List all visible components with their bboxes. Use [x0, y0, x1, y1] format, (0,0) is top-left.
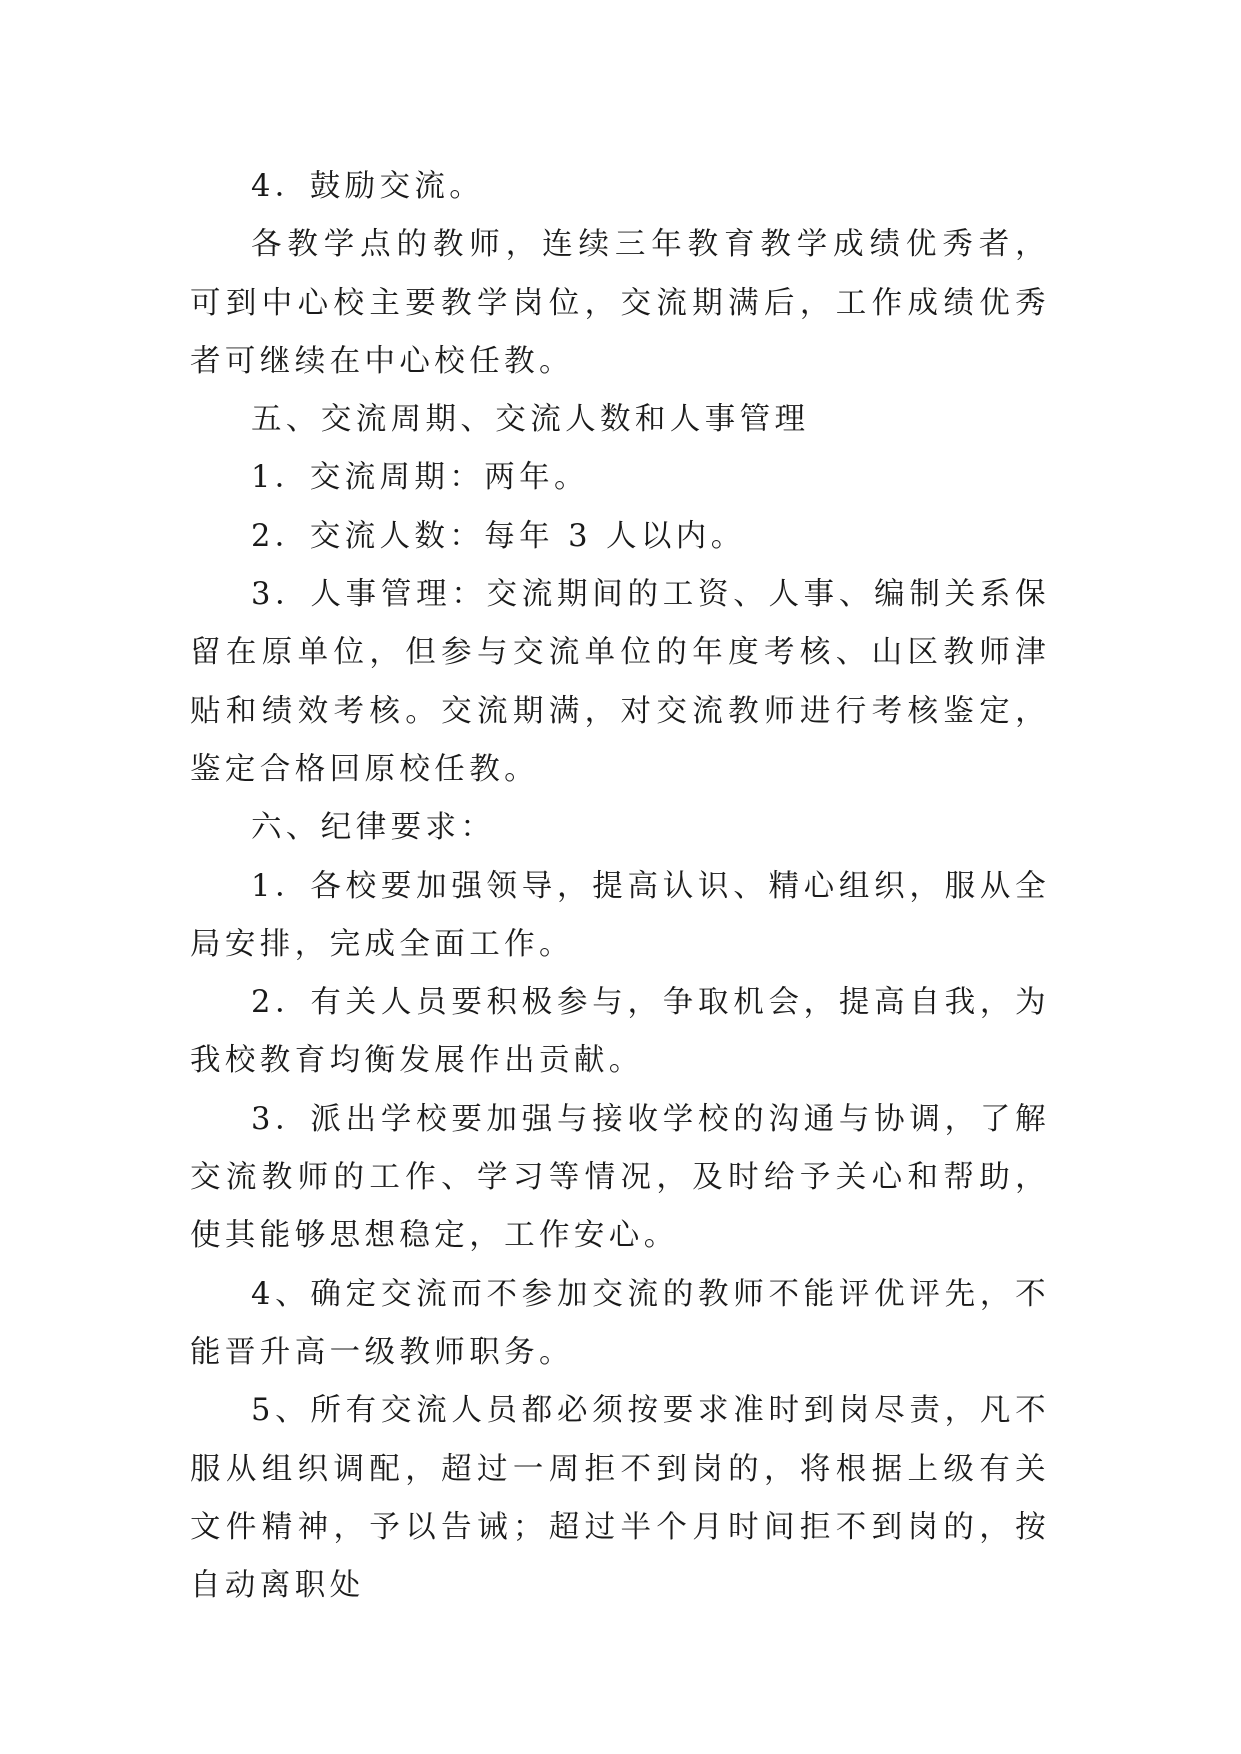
paragraph-exchange-cycle: 1．交流周期：两年。 — [251, 460, 589, 496]
paragraph-exchange-count: 2．交流人数：每年 3 人以内。 — [251, 518, 746, 554]
paragraph-teaching-point-teachers: 各教学点的教师，连续三年教育教学成绩优秀者，可到中心校主要教学岗位，交流期满后，工作成绩优秀者可继续在中心校任教。 — [190, 227, 1050, 379]
section-heading-discipline: 六、纪律要求： — [251, 810, 496, 846]
paragraph-discipline-1: 1．各校要加强领导，提高认识、精心组织，服从全局安排，完成全面工作。 — [190, 868, 1050, 962]
paragraph-encourage-exchange-heading: 4．鼓励交流。 — [251, 169, 485, 204]
paragraph-personnel-management: 3．人事管理：交流期间的工资、人事、编制关系保留在原单位，但参与交流单位的年度考核、山区教师津贴和绩效考核。交流期满，对交流教师进行考核鉴定，鉴定合格回原校任教。 — [190, 577, 1050, 787]
document-body — [190, 158, 1050, 1615]
section-heading-exchange-cycle: 五、交流周期、交流人数和人事管理 — [251, 402, 810, 438]
paragraph-discipline-5: 5、所有交流人员都必须按要求准时到岗尽责，凡不服从组织调配，超过一周拒不到岗的，将根据上级有关文件精神，予以告诫；超过半个月时间拒不到岗的，按自动离职处 — [190, 1393, 1050, 1604]
paragraph-discipline-3: 3．派出学校要加强与接收学校的沟通与协调，了解交流教师的工作、学习等情况，及时给予关心和帮助，使其能够思想稳定，工作安心。 — [190, 1101, 1050, 1254]
paragraph-discipline-4: 4、确定交流而不参加交流的教师不能评优评先，不能晋升高一级教师职务。 — [190, 1276, 1050, 1370]
paragraph-discipline-2: 2．有关人员要积极参与，争取机会，提高自我，为我校教育均衡发展作出贡献。 — [190, 985, 1050, 1079]
